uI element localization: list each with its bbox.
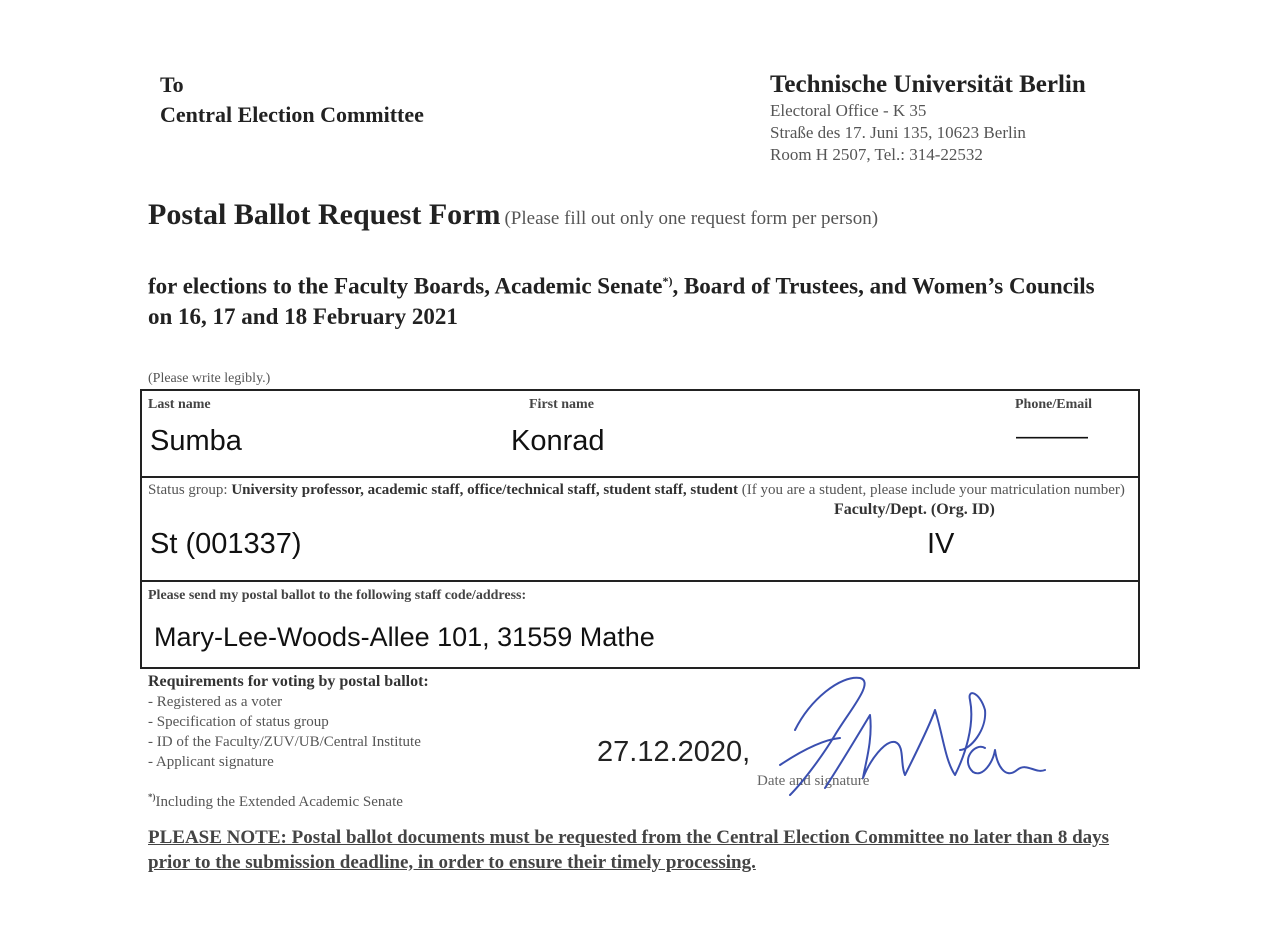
name-box [140,389,1140,478]
requirements-block [148,672,429,772]
footnote-mark: *) [148,792,156,802]
election-footnote-mark: *) [662,274,673,288]
university-block [770,70,1086,166]
recipient-block [160,70,424,130]
handwritten-signature [755,670,1055,800]
election-text-b: , Board of Trustees, and Women’s Councils [672,273,1095,299]
address-label: Please send my postal ballot to the following staff code/address: [148,588,527,603]
faculty-value[interactable]: IV [927,528,955,560]
university-name: Technische Universität Berlin [770,71,1086,98]
signature-caption: Date and signature [757,773,870,789]
status-groups: University professor, academic staff, office/technical staff, student staff, student [231,482,738,498]
recipient-name: Central Election Committee [160,102,424,127]
contact-value[interactable]: ——— [1016,423,1088,450]
form-title-note: (Please fill out only one request form per person) [504,208,879,229]
university-room: Room H 2507, Tel.: 314-22532 [770,145,983,164]
footnote [148,792,403,811]
election-text-a: for elections to the Faculty Boards, Academic Senate [148,273,663,299]
form-title-main: Postal Ballot Request Form [148,198,501,231]
recipient-to: To [160,72,184,97]
first-name-label: First name [529,397,594,412]
last-name-value[interactable]: Sumba [150,425,242,457]
address-box [140,580,1140,669]
faculty-label: Faculty/Dept. (Org. ID) [834,501,995,518]
please-note: PLEASE NOTE: Postal ballot documents must be requested from the Central Election Committee no later than 8 days prior to the submission deadline, in order to ensure their timely processing. [148,827,1110,873]
form-title [148,198,878,232]
signature-date[interactable]: 27.12.2020, [597,736,751,768]
requirement-item: - Registered as a voter [148,694,283,710]
first-name-value[interactable]: Konrad [511,425,605,457]
requirements-title: Requirements for voting by postal ballot: [148,673,429,690]
election-line-1 [148,266,1138,302]
requirement-item: - Applicant signature [148,754,274,770]
requirement-item: - Specification of status group [148,714,329,730]
election-dates: on 16, 17 and 18 February 2021 [148,303,458,329]
contact-label: Phone/Email [1015,397,1093,412]
election-description [148,266,1138,332]
status-value[interactable]: St (001337) [150,528,302,560]
student-note: (If you are a student, please include your matriculation number) [737,482,1125,498]
university-address: Straße des 17. Juni 135, 10623 Berlin [770,123,1026,142]
status-prefix: Status group: [148,482,232,498]
status-box [140,476,1140,582]
last-name-label: Last name [148,397,211,412]
address-value[interactable]: Mary-Lee-Woods-Allee 101, 31559 Mathe [154,622,655,652]
electoral-office: Electoral Office - K 35 [770,101,927,120]
footnote-text: Including the Extended Academic Senate [155,794,403,810]
requirement-item: - ID of the Faculty/ZUV/UB/Central Institute [148,734,421,750]
status-group-text [148,480,1133,501]
legibly-instruction: (Please write legibly.) [148,371,271,386]
